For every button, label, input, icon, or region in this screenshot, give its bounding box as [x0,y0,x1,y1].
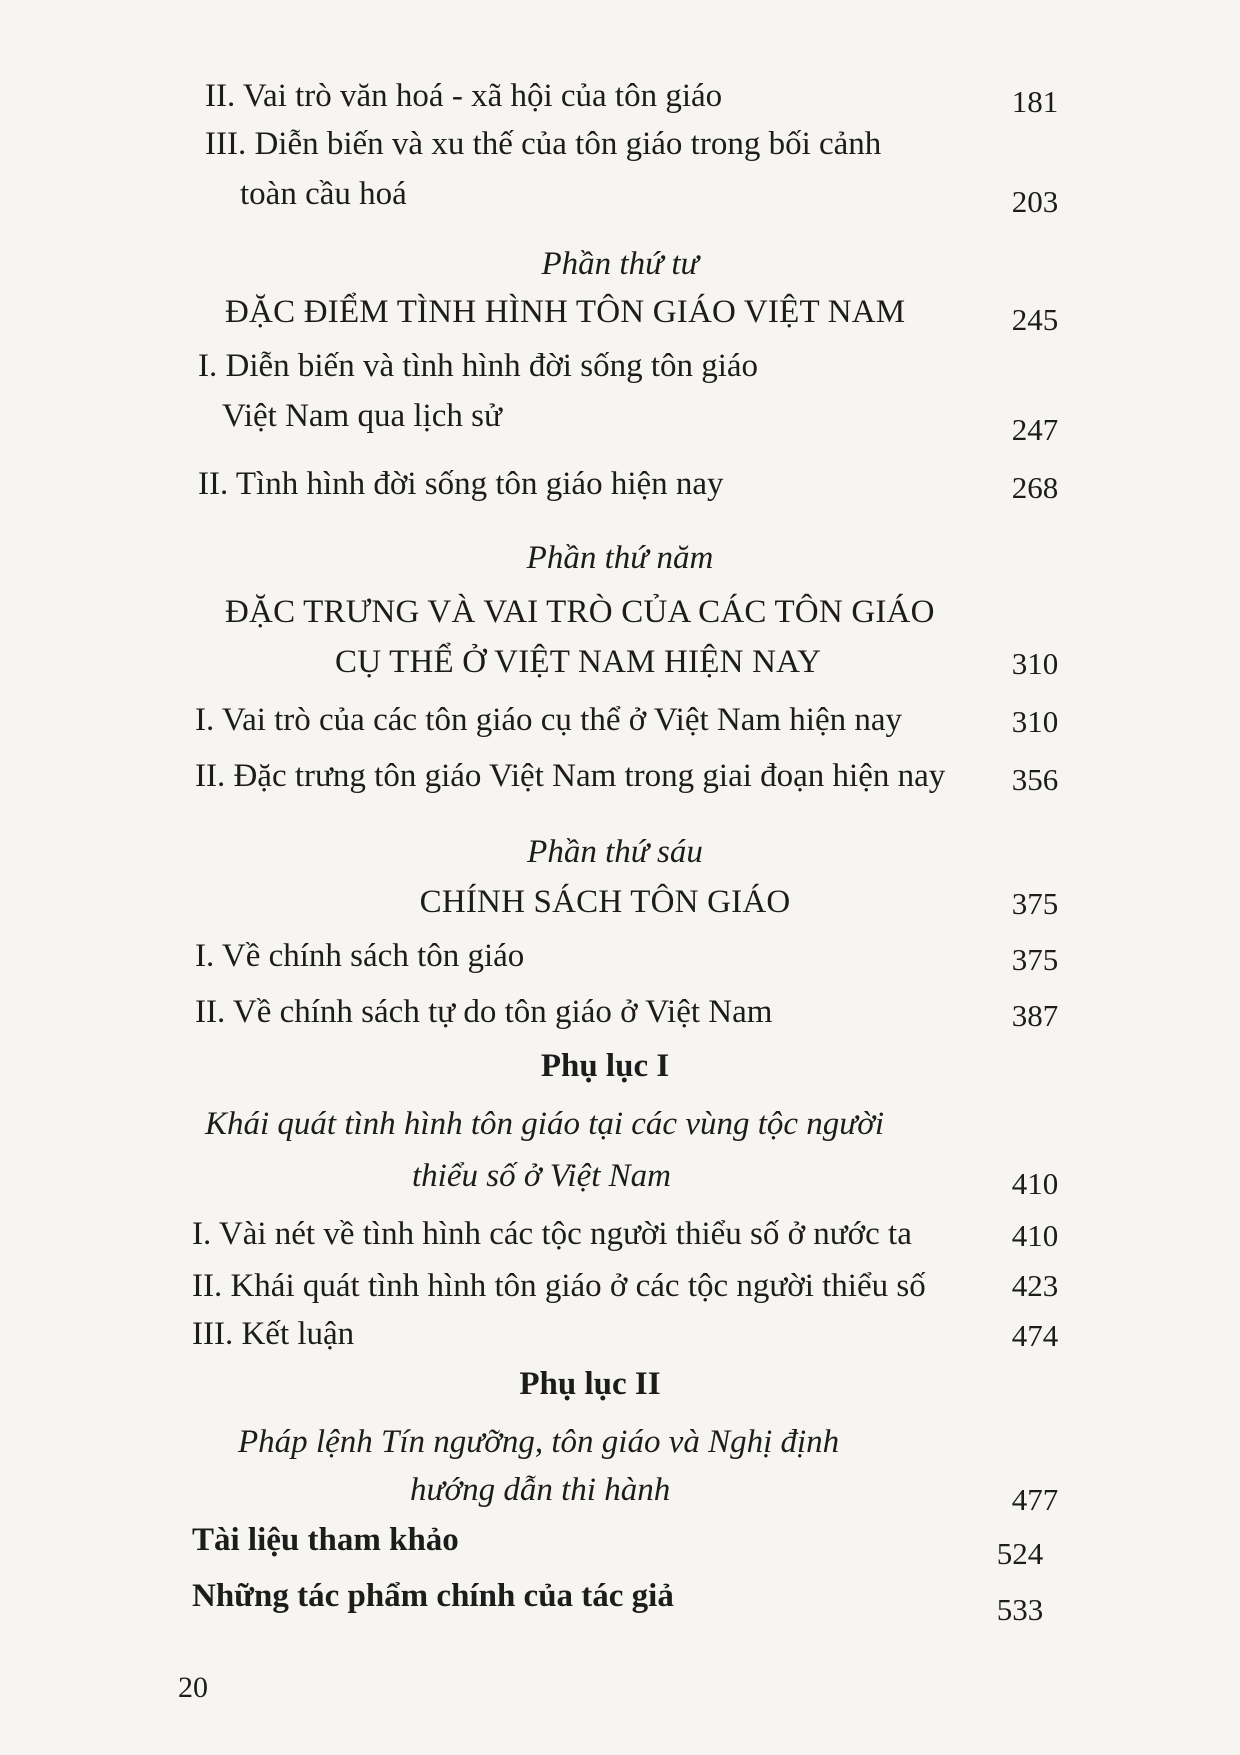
toc-entry-text: III. Diễn biến và xu thế của tôn giáo trong bối cảnh [205,126,882,162]
toc-entry-page: 181 [1011,84,1059,119]
toc-entry-text: Tài liệu tham khảo [192,1522,459,1558]
toc-entry-page: 375 [1011,942,1059,977]
toc-entry-text: II. Tình hình đời sống tôn giáo hiện nay [198,466,724,502]
appendix-heading: Phụ lục I [540,1048,670,1084]
toc-entry-text: toàn cầu hoá [240,176,407,212]
appendix-title: Pháp lệnh Tín ngưỡng, tôn giáo và Nghị định [238,1424,840,1460]
toc-entry-page: 375 [1011,886,1059,921]
toc-entry-page: 356 [1011,762,1059,797]
toc-entry-text: I. Về chính sách tôn giáo [195,938,525,974]
toc-entry-text: II. Đặc trưng tôn giáo Việt Nam trong giai đoạn hiện nay [195,758,946,794]
toc-entry-page: 477 [1011,1482,1059,1517]
toc-entry-text: I. Vai trò của các tôn giáo cụ thể ở Việt Nam hiện nay [195,702,903,738]
part-heading: Phần thứ năm [526,540,714,576]
toc-entry-text: II. Về chính sách tự do tôn giáo ở Việt Nam [195,994,773,1030]
part-title: ĐẶC ĐIỂM TÌNH HÌNH TÔN GIÁO VIỆT NAM [225,294,906,330]
toc-entry-page: 245 [1011,302,1059,337]
page-number: 20 [178,1671,208,1704]
part-heading: Phần thứ tư [541,246,699,282]
toc-entry-text: II. Khái quát tình hình tôn giáo ở các tộc người thiểu số [192,1268,926,1304]
appendix-title: thiểu số ở Việt Nam [412,1158,671,1194]
toc-entry-page: 524 [996,1536,1044,1571]
appendix-title: hướng dẫn thi hành [410,1472,671,1508]
part-heading: Phần thứ sáu [527,834,703,870]
toc-entry-page: 203 [1011,184,1059,219]
toc-entry-text: Những tác phẩm chính của tác giả [192,1578,674,1614]
toc-entry-text: I. Vài nét về tình hình các tộc người thiểu số ở nước ta [192,1216,912,1252]
part-title: CHÍNH SÁCH TÔN GIÁO [419,884,791,920]
toc-entry-page: 268 [1011,470,1059,505]
toc-entry-page: 410 [1011,1218,1059,1253]
toc-entry-text: I. Diễn biến và tình hình đời sống tôn giáo [198,348,759,384]
toc-entry-page: 247 [1011,412,1059,447]
toc-entry-text: III. Kết luận [192,1316,355,1352]
part-title: ĐẶC TRƯNG VÀ VAI TRÒ CỦA CÁC TÔN GIÁO [225,594,935,630]
appendix-heading: Phụ lục II [519,1366,661,1402]
part-title: CỤ THỂ Ở VIỆT NAM HIỆN NAY [335,644,822,680]
toc-entry-text: II. Vai trò văn hoá - xã hội của tôn giáo [205,78,723,114]
toc-entry-page: 310 [1011,704,1059,739]
appendix-title: Khái quát tình hình tôn giáo tại các vùng tộc người [205,1106,885,1142]
toc-entry-text: Việt Nam qua lịch sử [222,398,502,434]
toc-entry-page: 533 [996,1592,1044,1627]
toc-entry-page: 310 [1011,646,1059,681]
toc-entry-page: 387 [1011,998,1059,1033]
toc-entry-page: 474 [1011,1318,1059,1353]
toc-entry-page: 410 [1011,1166,1059,1201]
toc-entry-page: 423 [1011,1268,1059,1303]
